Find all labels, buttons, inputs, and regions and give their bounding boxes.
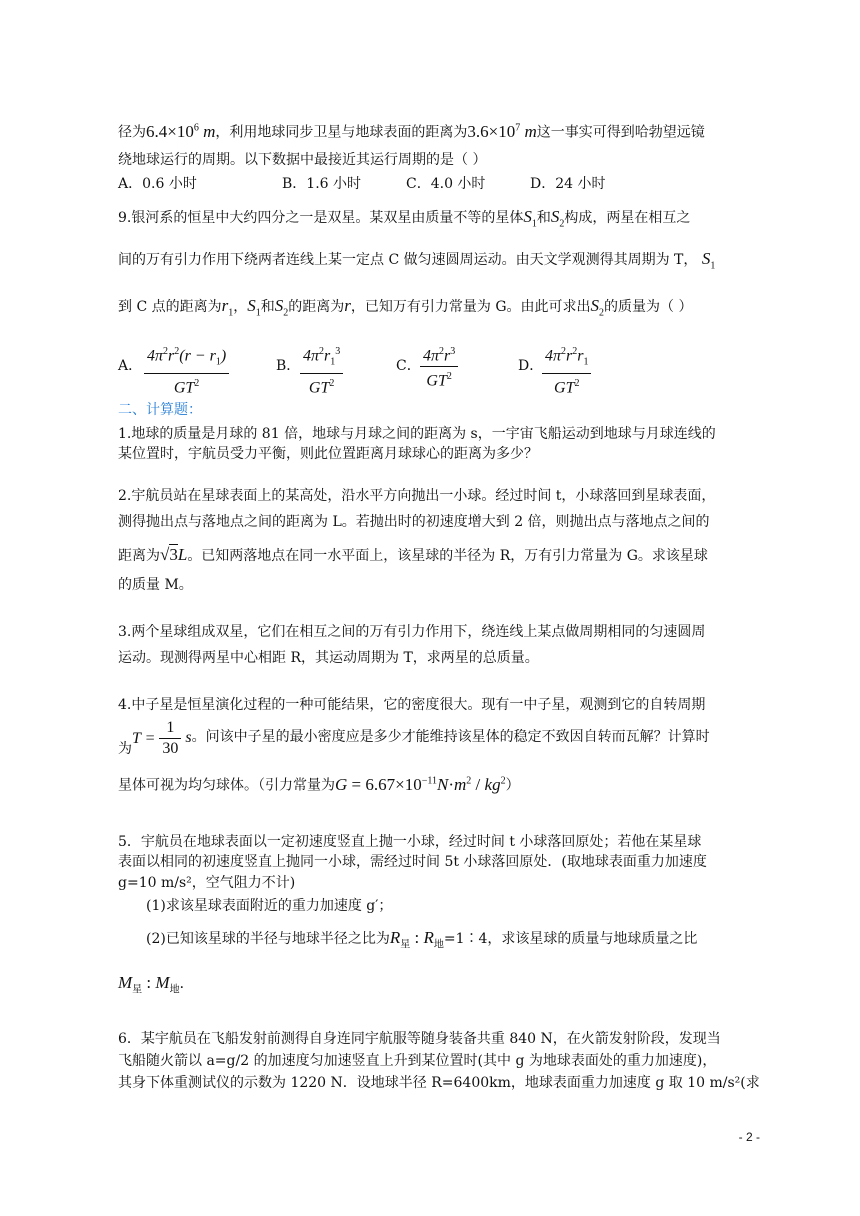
symbol-r-earth: $R_地$ bbox=[423, 928, 444, 951]
formula-period: T = $\frac{1}{30}$ s bbox=[132, 719, 192, 757]
text: 为 bbox=[118, 740, 132, 757]
p2-line-4: 的质量 M。 bbox=[118, 577, 193, 593]
symbol-r-star: $R_星$ bbox=[389, 928, 411, 951]
p5-sub-2-cont bbox=[118, 973, 194, 1000]
symbol-s1: $S_1$ bbox=[523, 207, 537, 230]
p2-line-3 bbox=[118, 545, 708, 566]
text: 9.银河系的恒星中大约四分之一是双星。某双星由质量不等的星体 bbox=[118, 210, 524, 226]
formula-gravitational-constant: $G = 6.67\times 10^{-11}N\cdot m^2 / kg^2$ bbox=[335, 774, 506, 794]
text: 星体可视为均匀球体。（引力常量为 bbox=[118, 777, 335, 794]
p4-line-2 bbox=[118, 716, 710, 762]
symbol-s1: $S_1$ bbox=[247, 296, 261, 319]
option-d-formula: $\frac{4\pi^2r^2r_1}{GT^2}$ bbox=[542, 342, 591, 398]
p1-line-1: 1.地球的质量是月球的 81 倍，地球与月球之间的距离为 s，一宇宙飞船运动到地球与月球连线的 bbox=[118, 426, 716, 442]
text: =1∶4，求该星球的质量与地球质量之比 bbox=[443, 931, 698, 947]
symbol-r: r bbox=[344, 296, 351, 315]
text: 间的万有引力作用下绕两者连线上某一定点 C 做匀速圆周运动。由天文学观测得其周期为 T， bbox=[118, 252, 698, 268]
text: 的质量为（ ） bbox=[604, 299, 693, 315]
text: 的距离为 bbox=[288, 299, 345, 315]
text: ，已知万有引力常量为 G。由此可求出 bbox=[350, 299, 591, 315]
p5-line-1: 5．宇航员在地球表面以一定初速度竖直上抛一小球，经过时间 t 小球落回原处；若他在某星球 bbox=[118, 834, 702, 850]
symbol-s2: $S_2$ bbox=[590, 296, 605, 319]
p6-line-3: 其身下体重测试仪的示数为 1220 N．设地球半径 R=6400km，地球表面重力加速度 g 取 10 m/s²(求 bbox=[118, 1075, 760, 1091]
p4-line-1: 4.中子星是恒星演化过程的一种可能结果，它的密度很大。现有一中子星，观测到它的自转周期 bbox=[118, 697, 706, 713]
q9-line-2 bbox=[118, 249, 715, 276]
option-a-label: A． bbox=[118, 358, 143, 374]
option-a-formula: $\frac{4\pi^2r^2(r - r_1)}{GT^2}$ bbox=[144, 342, 229, 398]
p6-line-2: 飞船随火箭以 a=g/2 的加速度匀加速竖直上升到某位置时(其中 g 为地球表面处的重力加速度)， bbox=[118, 1053, 717, 1069]
formula-earth-radius: $6.4\times 10^6$ m bbox=[146, 121, 216, 141]
q9-line-3 bbox=[118, 296, 692, 323]
option-c-formula: $\frac{4\pi^2r^3}{GT^2}$ bbox=[420, 342, 458, 392]
q9-line-1 bbox=[118, 207, 690, 234]
q8-options bbox=[118, 174, 738, 194]
p1-line-2: 某位置时，宇航员受力平衡，则此位置距离月球球心的距离为多少？ bbox=[118, 446, 538, 462]
page-number: - 2 - bbox=[738, 1130, 760, 1144]
option-a: A．0.6 小时 bbox=[118, 176, 197, 192]
option-c-label: C． bbox=[396, 358, 421, 374]
text: 距离为 bbox=[118, 548, 160, 564]
symbol-r1: $r_1$ bbox=[221, 296, 234, 319]
text: 到 C 点的距离为 bbox=[118, 299, 222, 315]
p3-line-1: 3.两个星球组成双星，它们在相互之间的万有引力作用下，绕连线上某点做周期相同的匀速圆周 bbox=[118, 624, 706, 640]
text: 。已知两落地点在同一水平面上，该星球的半径为 R，万有引力常量为 G。求该星球 bbox=[187, 548, 708, 564]
colon: : bbox=[410, 928, 424, 947]
text: 径为 bbox=[118, 124, 146, 141]
option-d: D．24 小时 bbox=[530, 176, 606, 192]
text: ，利用地球同步卫星与地球表面的距离为 bbox=[215, 124, 468, 141]
symbol-s2: $S_2$ bbox=[550, 207, 565, 230]
text: ， bbox=[233, 299, 248, 315]
p3-line-2: 运动。现测得两星中心相距 R，其运动周期为 T，求两星的总质量。 bbox=[118, 650, 539, 666]
formula-sqrt3-l: √3L bbox=[160, 545, 188, 564]
formula-distance: $3.6\times 10^7$ m bbox=[467, 121, 537, 141]
symbol-s1: $S_1$ bbox=[701, 249, 716, 272]
text: 这一事实可得到哈勃望远镜 bbox=[536, 124, 705, 141]
text: 和 bbox=[260, 299, 275, 315]
p5-line-2: 表面以相同的初速度竖直上抛同一小球，需经过时间 5t 小球落回原处．(取地球表面重力加速度 bbox=[118, 854, 707, 870]
option-b: B．1.6 小时 bbox=[282, 176, 362, 192]
symbol-s2: $S_2$ bbox=[274, 296, 289, 319]
section-title: 二、计算题： bbox=[118, 402, 202, 418]
p4-line-3 bbox=[118, 771, 520, 796]
p2-line-1: 2.宇航员站在星球表面上的某高处，沿水平方向抛出一小球。经过时间 t，小球落回到星球表面， bbox=[118, 488, 716, 504]
p5-line-3: g=10 m/s²，空气阻力不计) bbox=[118, 875, 296, 891]
symbol-m-earth: $M_地$ bbox=[155, 973, 180, 996]
symbol-m-star: $M_星$ bbox=[118, 973, 143, 996]
p5-sub-1: (1)求该星球表面附近的重力加速度 g′； bbox=[146, 898, 393, 914]
q8-line-2: 绕地球运行的周期。以下数据中最接近其运行周期的是（ ） bbox=[118, 152, 487, 168]
option-b-label: B． bbox=[276, 358, 301, 374]
option-b-formula: $\frac{4\pi^2r_1^3}{GT^2}$ bbox=[300, 342, 343, 398]
text: ） bbox=[505, 777, 520, 794]
q8-line-1 bbox=[118, 118, 705, 143]
text: 。问该中子星的最小密度应是多少才能维持该星体的稳定不致因自转而瓦解？计算时 bbox=[191, 728, 710, 745]
p6-line-1: 6．某宇航员在飞船发射前测得自身连同宇航服等随身装备共重 840 N，在火箭发射阶段，发现当 bbox=[118, 1031, 721, 1047]
p2-line-2: 测得抛出点与落地点之间的距离为 L。若抛出时的初速度增大到 2 倍，则抛出点与落地点之间的 bbox=[118, 514, 710, 530]
q9-options bbox=[118, 342, 738, 396]
option-c: C．4.0 小时 bbox=[406, 176, 486, 192]
text: 构成，两星在相互之 bbox=[564, 210, 691, 226]
option-d-label: D． bbox=[518, 358, 544, 374]
p5-sub-2 bbox=[146, 928, 697, 955]
colon: : bbox=[142, 973, 156, 992]
text: 和 bbox=[536, 210, 551, 226]
text: ． bbox=[179, 976, 194, 992]
text: (2)已知该星球的半径与地球半径之比为 bbox=[146, 931, 390, 947]
